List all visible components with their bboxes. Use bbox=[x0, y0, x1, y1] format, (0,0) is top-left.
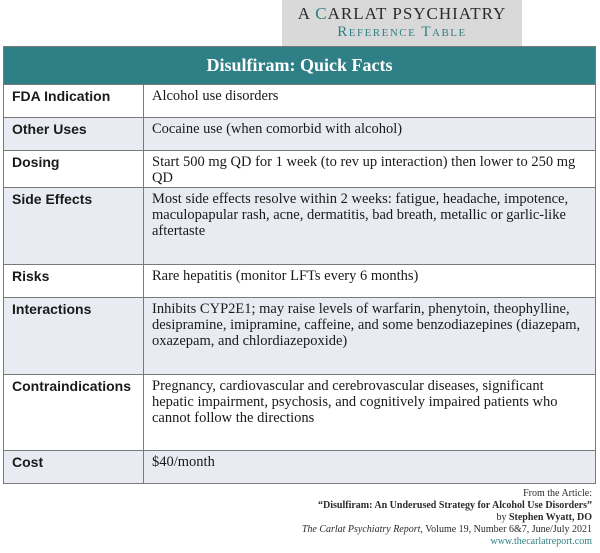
brand-subtitle: Reference Table bbox=[337, 24, 467, 40]
row-label: Side Effects bbox=[4, 188, 144, 264]
brand-header bbox=[282, 0, 522, 46]
row-value: Most side effects resolve within 2 weeks: fatigue, headache, impotence, maculopapular rash, acne, dermatitis, bad breath, metallic or garlic-like aftertaste bbox=[152, 191, 569, 239]
table-row-side-effects bbox=[4, 188, 595, 265]
quick-facts-table bbox=[3, 46, 596, 484]
article-citation bbox=[302, 488, 592, 548]
website-link[interactable]: www.thecarlatreport.com bbox=[490, 536, 592, 547]
row-label: Interactions bbox=[4, 298, 144, 374]
brand-c-accent: C bbox=[315, 4, 328, 23]
journal-name: The Carlat Psychiatry Report bbox=[301, 524, 421, 535]
row-value: Inhibits CYP2E1; may raise levels of warfarin, phenytoin, theophylline, desipramine, imipramine, caffeine, and some benzodiazepines (diazepam, oxazepam, and chlordiazepoxide) bbox=[152, 301, 581, 349]
brand-rest: ARLAT PSYCHIATRY bbox=[327, 4, 507, 23]
brand-name bbox=[282, 5, 522, 23]
citation-intro: From the Article: bbox=[523, 488, 592, 499]
table-row-risks bbox=[4, 265, 595, 298]
row-value: Cocaine use (when comorbid with alcohol) bbox=[152, 121, 403, 137]
row-value: Alcohol use disorders bbox=[152, 88, 279, 104]
article-title: “Disulfiram: An Underused Strategy for Alcohol Use Disorders” bbox=[318, 500, 592, 511]
table-title: Disulfiram: Quick Facts bbox=[4, 47, 595, 85]
row-label: Cost bbox=[4, 451, 144, 483]
row-label: FDA Indication bbox=[4, 85, 144, 117]
table-row-other-uses bbox=[4, 118, 595, 151]
row-value: $40/month bbox=[152, 454, 215, 470]
byline-prefix: by bbox=[496, 512, 509, 523]
table-row-contraindications bbox=[4, 375, 595, 451]
brand-a: A bbox=[297, 4, 316, 23]
author-name: Stephen Wyatt, DO bbox=[508, 512, 592, 523]
row-label: Dosing bbox=[4, 151, 144, 187]
journal-info bbox=[302, 524, 592, 536]
table-row-cost bbox=[4, 451, 595, 483]
journal-issue: , Volume 19, Number 6&7, June/July 2021 bbox=[420, 524, 592, 535]
row-value: Rare hepatitis (monitor LFTs every 6 months) bbox=[152, 268, 419, 284]
row-label: Risks bbox=[4, 265, 144, 297]
row-value: Start 500 mg QD for 1 week (to rev up interaction) then lower to 250 mg QD bbox=[152, 154, 576, 186]
article-byline bbox=[302, 512, 592, 524]
row-label: Contraindications bbox=[4, 375, 144, 450]
row-label: Other Uses bbox=[4, 118, 144, 150]
table-row-interactions bbox=[4, 298, 595, 375]
table-row-fda-indication bbox=[4, 85, 595, 118]
table-row-dosing bbox=[4, 151, 595, 188]
row-value: Pregnancy, cardiovascular and cerebrovascular diseases, significant hepatic impairment, psychosis, and cognitively impaired patients who cannot follow the directions bbox=[152, 378, 558, 426]
